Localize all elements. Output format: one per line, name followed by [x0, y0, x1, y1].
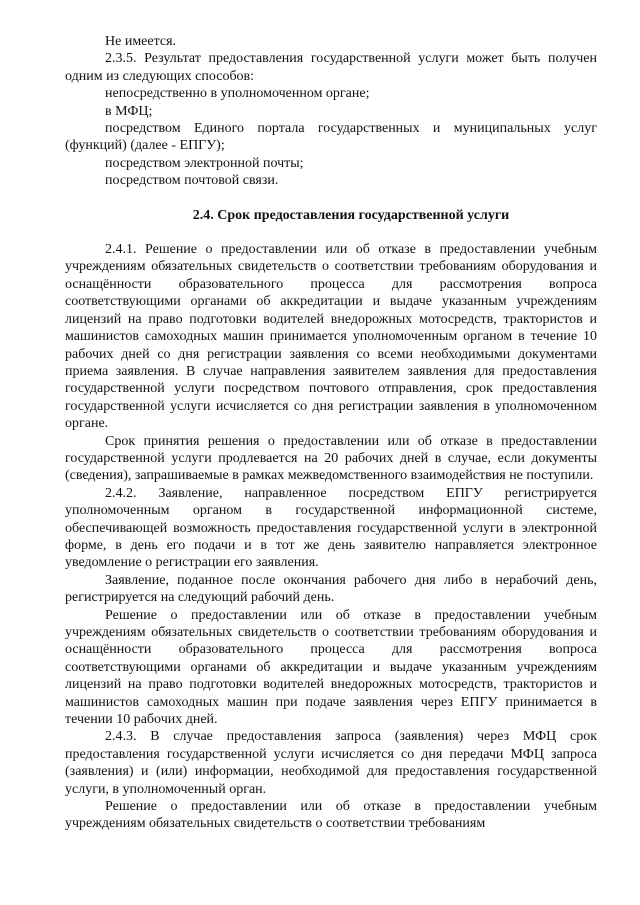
paragraph-2-4-2: 2.4.2. Заявление, направленное посредством ЕПГУ регистрируется уполномоченным органом в государственной информационной системе, обеспечивающей возможность предоставления государственной услуги в электронной форме, в день его подачи и в тот же день заявителю направляется электронное уведомление о регистрации его заявления. — [65, 485, 597, 571]
list-item-email: посредством электронной почты; — [105, 155, 304, 171]
document-page — [65, 33, 597, 833]
paragraph-2-4-3: 2.4.3. В случае предоставления запроса (заявления) через МФЦ срок предоставления государственной услуги исчисляется со дня передачи МФЦ запроса (заявления) и (или) информации, необходимой для предоставления государственной услуги, в уполномоченный орган. — [65, 729, 597, 797]
list-item-direct: непосредственно в уполномоченном органе; — [105, 86, 370, 102]
paragraph-after-hours: Заявление, поданное после окончания рабочего дня либо в нерабочий день, регистрируется на следующий рабочий день. — [65, 572, 597, 606]
list-item-mfc: в МФЦ; — [105, 103, 153, 119]
paragraph-extension: Срок принятия решения о предоставлении или об отказе в предоставлении государственной услуги продлевается на 20 рабочих дней в случае, если документы (сведения), запрашиваемые в рамках межведомственного взаимодействия не поступили. — [65, 433, 597, 484]
paragraph-2-4-1: 2.4.1. Решение о предоставлении или об отказе в предоставлении учебным учреждениям обязательных свидетельств о соответствии требованиям оборудования и оснащённости образовательного процесса для рассмотрения вопроса соответствующими органами об аккредитации и выдаче указанным учреждениям лицензий на право подготовки водителей внедорожных мотосредств, трактористов и машинистов самоходных машин принимается уполномоченным органом в течение 10 рабочих дней со дня регистрации заявления со всеми необходимыми документами приема заявления. В случае направления заявителем заявления для предоставления государственной услуги посредством почтового отправления, срок предоставления государственной услуги исчисляется со дня регистрации заявления в уполномоченном органе. — [65, 242, 597, 432]
paragraph-decision-mfc: Решение о предоставлении или об отказе в предоставлении учебным учреждениям обязательных свидетельств о соответствии требованиям — [65, 799, 597, 832]
paragraph-decision-epgu: Решение о предоставлении или об отказе в предоставлении учебным учреждениям обязательных свидетельств о соответствии требованиям оборудования и оснащённости образовательного процесса для рассмотрения вопроса соответствующими органами об аккредитации и выдаче указанным учреждениям лицензий на право подготовки водителей внедорожных мотосредств, трактористов и машинистов самоходных машин при подаче заявления через ЕПГУ принимается в течении 10 рабочих дней. — [65, 607, 597, 728]
section-heading: 2.4. Срок предоставления государственной услуги — [192, 207, 510, 223]
list-item-epgu: посредством Единого портала государственных и муниципальных услуг (функций) (далее - ЕПГУ); — [65, 121, 597, 154]
paragraph-not-available: Не имеется. — [105, 34, 177, 49]
paragraph-2-3-5: 2.3.5. Результат предоставления государственной услуги может быть получен одним из следующих способов: — [65, 51, 597, 84]
list-item-post: посредством почтовой связи. — [105, 173, 279, 189]
